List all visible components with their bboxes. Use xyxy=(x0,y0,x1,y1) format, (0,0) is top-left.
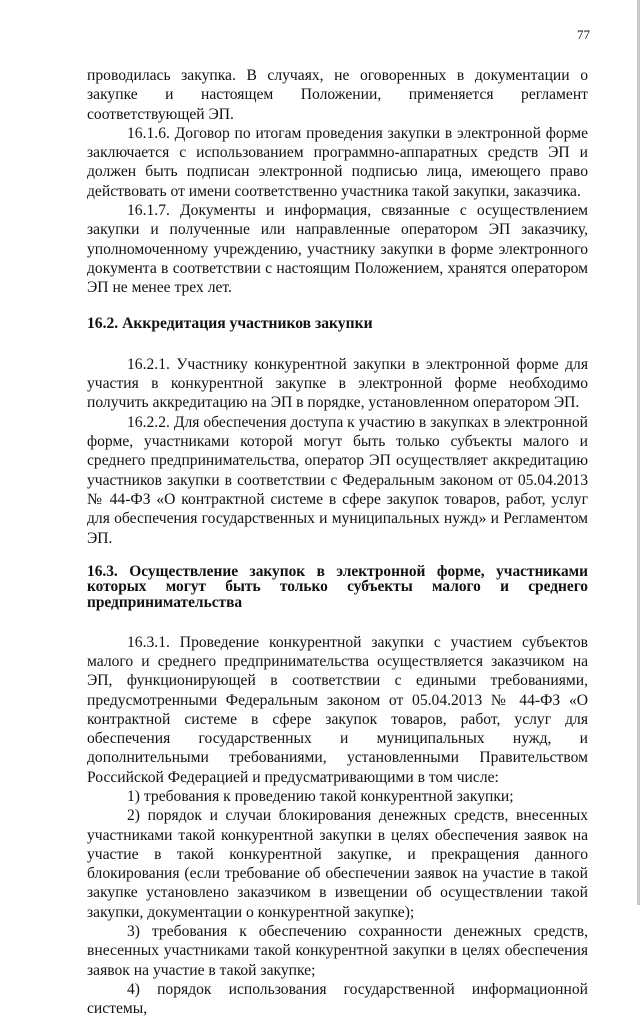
page-number: 77 xyxy=(577,27,590,42)
paragraph-continuation: проводилась закупка. В случаях, не оговоренных в документации о закупке и настоящем Положении, применяется регламент соответствующей ЭП. xyxy=(87,67,588,123)
list-item-2: 2) порядок и случаи блокирования денежных средств, внесенных участниками такой конкурентной закупки в целях обеспечения заявок на участие в такой конкурентной закупке, и прекращения данного блокирования (если требование об обеспечении заявок на участие в такой закупке установлено заказчиком в извещении об осуществлении такой закупки, документации о конкурентной закупке); xyxy=(87,807,588,921)
list-item-3: 3) требования к обеспечению сохранности денежных средств, внесенных участниками такой конкурентной закупки в целях обеспечения заявок на участие в такой закупке; xyxy=(87,923,588,979)
document-body xyxy=(87,66,588,1019)
paragraph-16-2-2: 16.2.2. Для обеспечения доступа к участию в закупках в электронной форме, участниками которой могут быть только субъекты малого и среднего предпринимательства, оператор ЭП осуществляет аккредитацию участников закупки в соответствии с Федеральным законом от 05.04.2013 № 44-ФЗ «О контрактной системе в сфере закупок товаров, работ, услуг для обеспечения государственных и муниципальных нужд» и Регламентом ЭП. xyxy=(87,413,588,547)
paragraph-16-2-1: 16.2.1. Участнику конкурентной закупки в электронной форме для участия в конкурентной закупке в электронной форме необходимо получить аккредитацию на ЭП в порядке, установленном оператором ЭП. xyxy=(87,355,588,412)
paragraph-16-1-6: 16.1.6. Договор по итогам проведения закупки в электронной форме заключается с использованием программно-аппаратных средств ЭП и должен быть подписан электронной подписью лица, имеющего право действовать от имени соответственно участника такой закупки, заказчика. xyxy=(87,124,588,200)
list-item-4: 4) порядок использования государственной информационной системы, xyxy=(87,980,588,1018)
paragraph-16-1-7: 16.1.7. Документы и информация, связанные с осуществлением закупки и полученные или направленные оператором ЭП заказчику, уполномоченному учреждению, участнику закупки в форме электронного документа в соответствии с настоящим Положением, хранятся оператором ЭП не менее трех лет. xyxy=(87,202,588,297)
section-heading-16-2: 16.2. Аккредитация участников закупки xyxy=(87,314,373,332)
list-item-1: 1) требования к проведению такой конкурентной закупки; xyxy=(127,787,514,805)
paragraph-16-3-1: 16.3.1. Проведение конкурентной закупки с участием субъектов малого и среднего предпринимательства осуществляется заказчиком на ЭП, функционирующей в соответствии с едиными требованиями, предусмотренными Федеральным законом от 05.04.2013 № 44-ФЗ «О контрактной системе в сфере закупок товаров, работ, услуг для обеспечения государственных и муниципальных нужд, и дополнительными требованиями, установленными Правительством Российской Федерацией и предусматривающими в том числе: xyxy=(87,633,588,786)
section-heading-16-3: 16.3. Осуществление закупок в электронной форме, участниками которых могут быть только субъекты малого и среднего предпринимательства xyxy=(87,562,588,612)
